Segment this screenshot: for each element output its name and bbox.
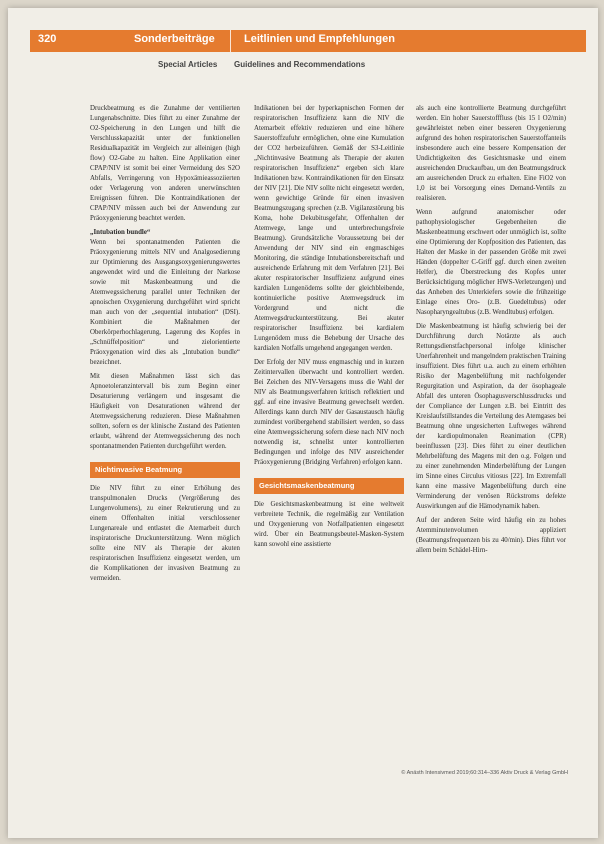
paragraph: Die Gesichtsmaskenbeatmung ist eine weltweit verbreitete Technik, die regelmäßig zur Ventilation und Oxygenierung von Notfallpatienten eingesetzt wird. Über ein Beatmungsbeutel-Masken-System kann sowohl eine assistierte [254,501,404,548]
text-column-3 [416,104,566,560]
document-page [8,8,598,838]
paragraph: Auf der anderen Seite wird häufig ein zu hohes Atemminutenvolumen appliziert (Beatmungsfrequenzen bis zu 40/min). Dies führt vor allem beim Schädel-Hirn- [416,517,566,554]
paragraph: Mit diesen Maßnahmen lässt sich das Apnoetoleranzintervall bis zum Beginn einer Desaturierung verlängern und insgesamt die Häufigkeit von Desaturationen während der Atemwegssicherung reduzieren. Diese Maßnahmen sollten, sofern es der klinische Zustand des Patienten erlaubt, während der Atemwegssicherung des noch spontanatmenden Patienten durchgeführt werden. [90,373,240,450]
paragraph: Druckbeatmung es die Zunahme der ventilierten Lungenabschnitte. Dies führt zu einer Zunahme der O2-Speicherung in den Lungen und hilft die Verschlusskapazität unter der funktionellen Residualkapazität im Vergleich zur alleinigen (high flow) O2-Gabe zu halten. Eine Applikation einer CPAP/NIV ist somit bei einer Vermeidung des S2O Abfalls, Verringerung von Hypoxämieassoziierten oder Verlagerung von anderen unerwünschten Ereignissen führen. Die Kontraindikationen der CPAP/NIV müssen auch bei der Anwendung zur Präoxygenierung beachtet werden. [90,105,240,222]
paragraph: Der Erfolg der NIV muss engmaschig und in kurzen Zeitintervallen überwacht und kontrolliert werden. Bei Zeichen des NIV-Versagens muss die Wahl der NIV als Beatmungsverfahren kritisch reflektiert und ggf. auf eine invasive Beatmung gewechselt werden. Allerdings kann durch NIV der Gasaustausch häufig zumindest vorübergehend stabilisiert werden, so dass eine Atemwegssicherung sofern diese nach NIV noch notwendig ist, schnellst unter kontrollierten Bedingungen und infolge des NIV ausreichender Präoxygenierung (Bridging Verfahren) erfolgen kann. [254,359,404,466]
text-column-2 [254,104,404,554]
paragraph: Die Maskenbeatmung ist häufig schwierig bei der Durchführung durch Notärzte als auch Rettungsdienstfachpersonal infolge klinischer Unerfahrenheit und mangelndem praktischen Training insuffizient. Dies führt u.a. auch zu einem erhöhten Risiko der Magenbelüftung mit nachfolgender Regurgitation und Aspiration, da der ösophageale Abfall des unteren Ösophagusverschlussdrucks und der Compliance der Lungen z.B. bei Eintritt des Kreislaufstillstandes die Verteilung des Atemgases bei Beatmung ohne ungesicherten Luftweges während der kardiopulmonalen Reanimation (CPR) beeinflussen [23]. Dies führt zu einer deutlichen Mehrbelüftung des Magens mit den o.g. Folgen und zu einer zunehmenden Minderbelüftung der Lungen im Sinne eines Circulus vitiosus [22]. Im Extremfall kann eine massive Magenbelüftung durch eine Verminderung der venösen Rückstroms defekte Auswirkungen auf die Hämodynamik haben. [416,323,566,510]
subheading: „Intubation bundle“ [90,229,151,236]
topic-subtitle: Guidelines and Recommendations [234,60,366,69]
paragraph: Indikationen bei der hyperkapnischen Formen der respiratorischen Insuffizienz kann die NIV die Atemarbeit effektiv reduzieren und eine höhere Sauerstoffzufuhr ermöglichen, ohne eine Kumulation der CO2 herbeizuführen. Gemäß der S3-Leitlinie „Nichtinvasive Beatmung als Therapie der akuten respiratorischen Insuffizienz“ ergeben sich klare Indikationen bzw. Kontraindikationen für den Einsatz der NIV [21]. Die NIV sollte nicht eingesetzt werden, wenn gewichtige Gründe für einen invasiven Beatmungszugang sprechen (z.B. Vigilanzstörung bis Koma, hohe Dekubitusgefahr, Offenhalten der Atemwege, lange und unterbrechungsfreie Beatmung). Grundsätzliche Voraussetzung bei der Anwendung der NIV sind ein engmaschiges Monitoring, die ständige Intubationsbereitschaft und ausreichende Erfahrung mit dem Verfahren [21]. Bei akuter respiratorischer Insuffizienz aufgrund eines kardialen Lungenödems sollte der gleichbleibende, kontinuierliche positive Atemwegsdruck im Vordergrund und nicht die Atemwegsdruckunterstützung. Bei akuter respiratorischer Insuffizienz bei kardialem Lungenödem muss die Behebung der Ursache des kardialen Notfalls umgehend angegangen werden. [254,105,404,352]
paragraph: als auch eine kontrollierte Beatmung durchgeführt werden. Ein hoher Sauerstofffluss (bis 15 l O2/min) gewährleistet neben einer besseren Oxygenierung aufgrund des hohen respiratorischen Sauerstoffanteils insbesondere auch eine bessere Kompensation der Undichtigkeiten des Gesichtsmaske und einem ausreichenden Druckaufbau, um den Beatmungsdruck am ausreichenden Druck zu erhalten. Eine FiO2 von 1,0 ist bei Vorsorgung eines Demand-Ventils zu realisieren. [416,105,566,202]
paragraph: Die NIV führt zu einer Erhöhung des transpulmonalen Drucks (Vergrößerung des Lungenvolumens), zu einer Rekrutierung und zu einem Offenhalten initial verschlossener Lungenareale und entlastet die Atemarbeit durch inspiratorische Druckunterstützung. Wenn möglich sollte eine NIV als Therapie der akuten respiratorischen Insuffizienz eingesetzt werden, um die Komplikationen der invasiven Beatmung zu vermeiden. [90,485,240,582]
section-heading-bar: Gesichtsmaskenbeatmung [254,478,404,494]
paragraph: Wenn bei spontanatmenden Patienten die Präoxygenierung mittels NIV und Analgosedierung zur Optimierung des Ausgangsoxygenierungswertes angewendet wird und die Einleitung der Narkose sowie mit Maskenbeatmung und die Atemwegssicherung parallel unter Techniken der apnoischen Oxygenierung durchgeführt wird spricht man auch von der „sequential intubation“ (DSI). Kombiniert die Maßnahmen der Oberkörperhochlagerung, Lagerung des Kopfes in „Schnüffelposition“ und zielorientierte Präoxygenation wird dies als „Intubation bundle“ bezeichnet. [90,239,240,366]
header-bar [30,30,586,52]
section-heading-bar: Nichtinvasive Beatmung [90,462,240,478]
header-divider [230,30,231,52]
page-number: 320 [38,33,57,45]
paragraph: Wenn aufgrund anatomischer oder pathophysiologischer Gegebenheiten die Maskenbeatmung erschwert oder unmöglich ist, sollte eine Optimierung der Kopfposition des Patienten, das Halten der Maske in der passenden Größe mit zwei Händen (doppelter C-Griff ggf. durch einen zweiten Helfer), die Überstreckung des Kopfes unter Berücksichtigung möglicher HWS-Verletzungen) und das Anheben des Unterkiefers sowie die frühzeitige Einlage eines Oro- (z.B. Guedeltubus) oder Nasopharyngealtubus (z.B. Wendltubus) erfolgen. [416,209,566,316]
section-subtitle: Special Articles [158,60,218,69]
section-title: Sonderbeiträge [134,33,215,45]
text-column-1 [90,104,240,588]
copyright-footer: © Anästh Intensivmed 2019;60:314–336 Aktiv Druck & Verlag GmbH [401,770,568,776]
topic-title: Leitlinien und Empfehlungen [244,33,395,45]
